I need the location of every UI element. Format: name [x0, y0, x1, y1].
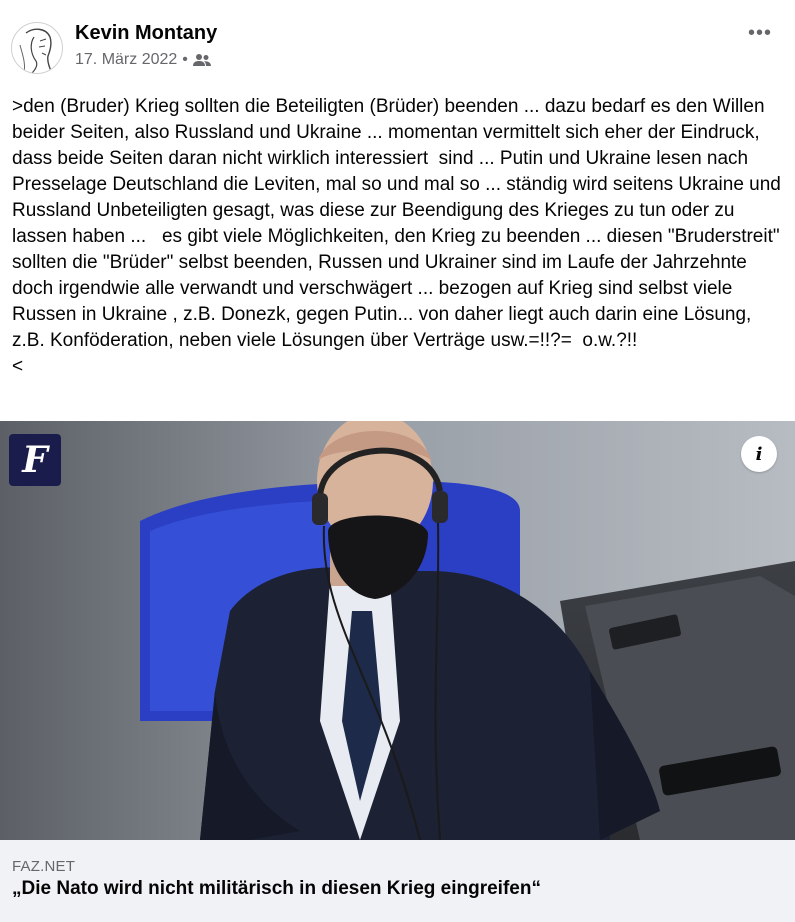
info-button[interactable]	[741, 436, 777, 472]
link-preview-image[interactable]	[0, 421, 795, 840]
post-date[interactable]: 17. März 2022	[75, 51, 178, 68]
author-name[interactable]: Kevin Montany	[75, 22, 218, 44]
post-text: >den (Bruder) Krieg sollten die Beteiligten (Brüder) beenden ... dazu bedarf es den Willen beider Seiten, also Russland und Ukraine ... momentan vermittelt sich eher der Eindruck, dass beide Seiten daran nicht wirklich interessiert sind ... Putin und Ukraine lesen nach Presselage Deutschland die Leviten, mal so und mal so ... ständig wird seitens Ukraine und Russland Unbeteiligten gesagt, was diese zur Beendigung des Krieges zu tun oder zu lassen haben ... es gibt viele Möglichkeiten, den Krieg zu beenden ... diesen "Bruderstreit" sollten die "Brüder" selbst beenden, Russen und Ukrainer sind im Laufe der Jahrzehnte doch irgendwie alle verwandt und verschwägert ... bezogen auf Krieg sind selbst viele Russen in Ukraine , z.B. Donezk, gegen Putin... von daher liegt auch darin eine Lösung, z.B. Konföderation, neben viele Lösungen über Verträge usw.=!!?= o.w.?!! <	[12, 96, 781, 377]
info-icon: i	[755, 443, 763, 465]
friends-icon[interactable]	[193, 53, 211, 67]
avatar-sketch-icon	[12, 23, 63, 74]
more-dots-icon: •••	[747, 21, 772, 44]
link-preview-footer[interactable]	[0, 840, 795, 922]
link-title[interactable]: „Die Nato wird nicht militärisch in diesen Krieg eingreifen“	[12, 878, 541, 899]
more-options-button[interactable]	[742, 20, 778, 46]
meta-separator: •	[182, 51, 188, 68]
post-header	[0, 0, 795, 85]
author-avatar[interactable]	[11, 22, 63, 74]
news-photo	[0, 421, 795, 840]
link-domain: FAZ.NET	[12, 858, 76, 875]
faz-logo: F	[9, 434, 61, 486]
post-meta	[75, 51, 211, 69]
